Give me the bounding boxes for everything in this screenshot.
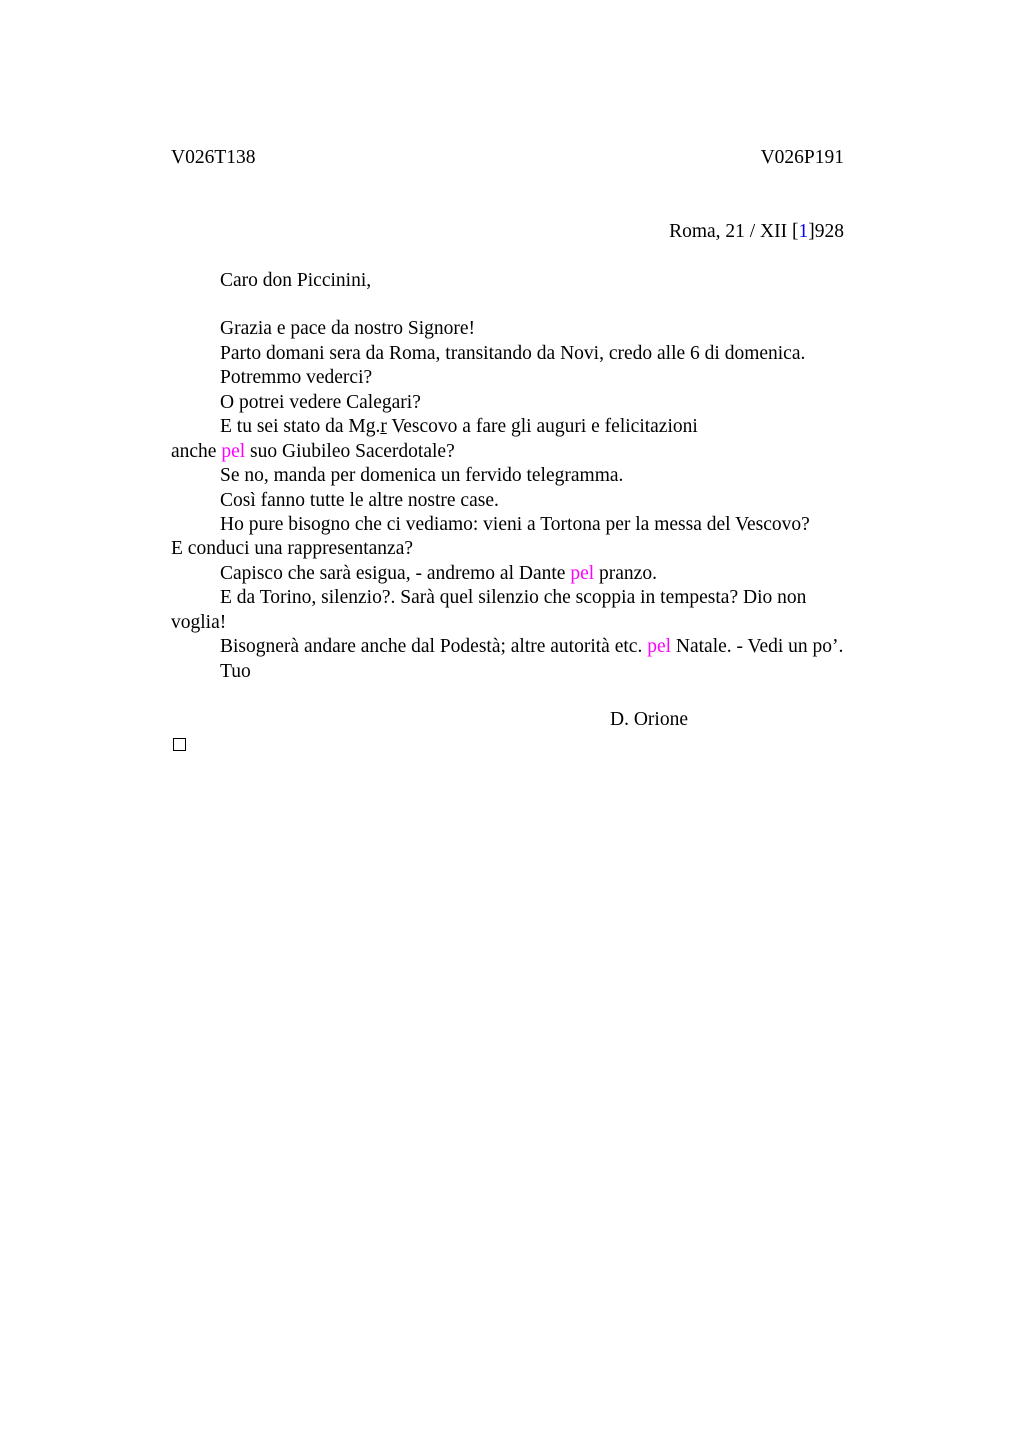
line-text: Bisognerà andare anche dal Podestà; altre autorità etc. — [220, 636, 648, 657]
letter-line: E conduci una rappresentanza? — [171, 538, 413, 559]
document-code-left: V026T138 — [171, 147, 256, 168]
date-prefix: Roma, 21 / XII [ — [669, 221, 799, 242]
date-editorial-insert: 1 — [798, 221, 809, 242]
line-text: suo Giubileo Sacerdotale? — [245, 441, 455, 462]
letter-line: Se no, manda per domenica un fervido telegramma. — [220, 465, 624, 486]
highlighted-word: pel — [647, 636, 672, 657]
letter-line: Ho pure bisogno che ci vediamo: vieni a Tortona per la messa del Vescovo? — [220, 514, 810, 535]
letter-line: E da Torino, silenzio?. Sarà quel silenzio che scoppia in tempesta? Dio non — [220, 587, 807, 608]
line-text: Capisco che sarà esigua, - andremo al Dante — [220, 563, 571, 584]
letter-line: voglia! — [171, 612, 227, 633]
signature: D. Orione — [610, 709, 688, 730]
line-text: Vescovo a fare gli auguri e felicitazioni — [386, 416, 698, 437]
letter-line: Parto domani sera da Roma, transitando da Novi, credo alle 6 di domenica. — [220, 343, 806, 364]
highlighted-word: pel — [221, 441, 246, 462]
line-text: anche — [171, 441, 222, 462]
letter-line: Tuo — [220, 661, 251, 682]
letter-line — [220, 415, 698, 439]
letter-line: Così fanno tutte le altre nostre case. — [220, 490, 499, 511]
letter-date — [669, 220, 844, 244]
line-text: pranzo. — [594, 563, 657, 584]
letter-line — [220, 635, 843, 659]
salutation: Caro don Piccinini, — [220, 270, 372, 291]
letter-line: Potremmo vederci? — [220, 367, 373, 388]
line-text: Natale. - Vedi un po’. — [671, 636, 844, 657]
empty-square-marker — [173, 738, 186, 751]
superscript-abbreviation: r — [380, 416, 387, 437]
letter-line — [171, 440, 455, 464]
highlighted-word: pel — [570, 563, 595, 584]
letter-line: Grazia e pace da nostro Signore! — [220, 318, 476, 339]
letter-line — [220, 562, 657, 586]
document-code-right: V026P191 — [760, 147, 844, 168]
date-suffix: ]928 — [808, 221, 844, 242]
letter-line: O potrei vedere Calegari? — [220, 392, 421, 413]
line-text: E tu sei stato da Mg. — [220, 416, 381, 437]
